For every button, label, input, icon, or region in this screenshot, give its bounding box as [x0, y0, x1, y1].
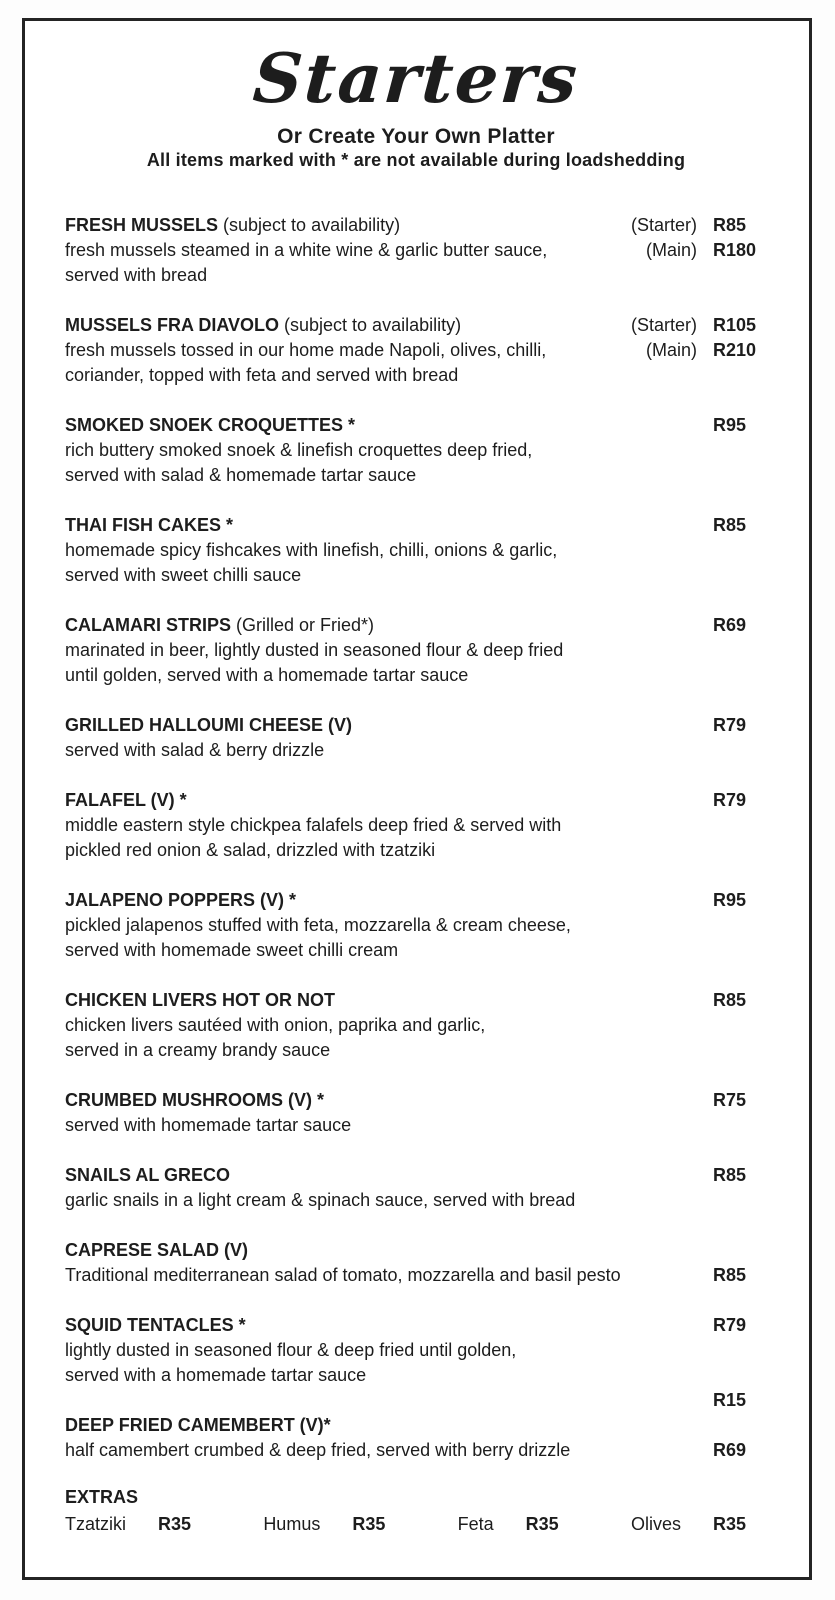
menu-item-row	[65, 1413, 767, 1438]
item-description-line: served with salad & homemade tartar sauce	[65, 465, 417, 485]
menu-item-row	[65, 1113, 767, 1138]
menu-title: Starters	[250, 39, 582, 119]
extra-price: R35	[712, 1514, 746, 1534]
item-name-line	[65, 313, 631, 338]
menu-item-row	[65, 1188, 767, 1213]
extras-heading: EXTRAS	[65, 1487, 139, 1507]
item-description-line: pickled red onion & salad, drizzled with tzatziki	[65, 840, 436, 860]
item-description-line: chicken livers sautéed with onion, paprika and garlic,	[65, 1015, 486, 1035]
item-description-line: served with salad & berry drizzle	[65, 740, 325, 760]
item-description-line: homemade spicy fishcakes with linefish, chilli, onions & garlic,	[65, 540, 558, 560]
menu-item	[65, 713, 767, 763]
item-name: DEEP FRIED CAMEMBERT (V)*	[65, 1415, 331, 1435]
portion-label: (Main)	[645, 240, 697, 260]
extras-pair	[631, 1512, 767, 1537]
extra-price: R35	[352, 1514, 386, 1534]
menu-item-row	[65, 563, 767, 588]
menu-item-row	[65, 1088, 767, 1113]
menu-item-row	[65, 338, 767, 363]
item-name: CRUMBED MUSHROOMS (V) *	[65, 1090, 324, 1110]
menu-item-row	[65, 1338, 767, 1363]
menu-item-row	[65, 638, 767, 663]
item-description-line: marinated in beer, lightly dusted in seasoned flour & deep fried	[65, 640, 564, 660]
menu-frame	[22, 18, 812, 1580]
item-description-line: served in a creamy brandy sauce	[65, 1040, 331, 1060]
menu-item-row	[65, 213, 767, 238]
item-name-line	[65, 613, 713, 638]
item-name: SQUID TENTACLES *	[65, 1315, 246, 1335]
item-name: MUSSELS FRA DIAVOLO	[65, 315, 280, 335]
menu-item-row	[65, 1263, 767, 1288]
menu-item-row	[65, 263, 767, 288]
item-description-line: served with a homemade tartar sauce	[65, 1365, 367, 1385]
menu-item	[65, 888, 767, 963]
item-description-line: served with bread	[65, 265, 208, 285]
menu-item	[65, 613, 767, 688]
item-price: R210	[713, 340, 757, 360]
extra-price: R35	[525, 1514, 559, 1534]
item-name-line	[65, 888, 713, 913]
extra-name: Humus	[263, 1514, 321, 1534]
menu-item-row	[65, 713, 767, 738]
item-description-line: half camembert crumbed & deep fried, served with berry drizzle	[65, 1440, 571, 1460]
menu-item-row	[65, 738, 767, 763]
item-description-line: served with homemade tartar sauce	[65, 1115, 352, 1135]
item-description-line: pickled jalapenos stuffed with feta, mozzarella & cream cheese,	[65, 915, 571, 935]
menu-item-row	[65, 988, 767, 1013]
item-name: JALAPENO POPPERS (V) *	[65, 890, 297, 910]
item-name: THAI FISH CAKES *	[65, 515, 234, 535]
menu-item-row	[65, 438, 767, 463]
item-description-line: lightly dusted in seasoned flour & deep fried until golden,	[65, 1340, 517, 1360]
item-name: CHICKEN LIVERS HOT OR NOT	[65, 990, 336, 1010]
extra-name: Tzatziki	[65, 1514, 127, 1534]
menu-item-row	[65, 1238, 767, 1263]
extra-name: Feta	[457, 1514, 494, 1534]
item-name-line	[65, 413, 713, 438]
item-name: FALAFEL (V) *	[65, 790, 187, 810]
item-name-line	[65, 1413, 767, 1438]
menu-item-row	[65, 663, 767, 688]
menu-item-row	[65, 1388, 767, 1413]
portion-label: (Starter)	[630, 315, 697, 335]
extras-pair	[458, 1512, 559, 1537]
menu-item-row	[65, 813, 767, 838]
item-name-note: (Grilled or Fried*)	[231, 615, 375, 635]
item-name-line	[65, 513, 713, 538]
menu-item-row	[65, 538, 767, 563]
menu-item	[65, 1313, 767, 1388]
menu-item-row	[65, 413, 767, 438]
item-name: SNAILS AL GRECO	[65, 1165, 231, 1185]
menu-item-row	[65, 613, 767, 638]
item-price: R180	[713, 240, 757, 260]
menu-item-row	[65, 1038, 767, 1063]
item-price: R85	[713, 990, 747, 1010]
menu-items	[65, 213, 767, 1463]
menu-item-row	[65, 1163, 767, 1188]
loadshedding-note: All items marked with * are not available during loadshedding	[146, 150, 686, 170]
item-name-line	[65, 1163, 713, 1188]
item-price: R79	[713, 715, 747, 735]
menu-item	[65, 213, 767, 288]
item-description-line: middle eastern style chickpea falafels deep fried & served with	[65, 815, 562, 835]
extra-name: Olives	[630, 1514, 681, 1534]
item-description-line: served with homemade sweet chilli cream	[65, 940, 399, 960]
item-price: R15	[713, 1390, 747, 1410]
menu-item-row	[65, 313, 767, 338]
item-price: R69	[713, 1440, 747, 1460]
portion-label: (Starter)	[630, 215, 697, 235]
menu-item	[65, 513, 767, 588]
menu-item-row	[65, 913, 767, 938]
menu-item-row	[65, 1363, 767, 1388]
menu-item-row	[65, 938, 767, 963]
item-description-line: rich buttery smoked snoek & linefish croquettes deep fried,	[65, 440, 533, 460]
item-name-note: (subject to availability)	[218, 215, 401, 235]
menu-item	[65, 988, 767, 1063]
item-name-line	[65, 1088, 713, 1113]
item-name: SMOKED SNOEK CROQUETTES *	[65, 415, 356, 435]
item-price: R75	[713, 1090, 747, 1110]
item-description-line: served with sweet chilli sauce	[65, 565, 302, 585]
menu-item-row	[65, 1013, 767, 1038]
menu-item-row	[65, 363, 767, 388]
item-description-line: coriander, topped with feta and served with bread	[65, 365, 459, 385]
menu-item	[65, 1163, 767, 1213]
item-name-line	[65, 788, 713, 813]
menu-item-row	[65, 838, 767, 863]
extra-price: R35	[158, 1514, 192, 1534]
item-name: FRESH MUSSELS	[65, 215, 219, 235]
menu-item-row	[65, 513, 767, 538]
item-price: R85	[713, 215, 747, 235]
menu-item-row	[65, 1438, 767, 1463]
menu-item	[65, 1388, 767, 1463]
item-price: R79	[713, 790, 747, 810]
menu-item	[65, 788, 767, 863]
item-price: R85	[713, 1165, 747, 1185]
menu-subtitle: Or Create Your Own Platter	[277, 125, 555, 148]
item-price: R85	[713, 1265, 747, 1285]
item-description-line: fresh mussels tossed in our home made Napoli, olives, chilli,	[65, 340, 547, 360]
menu-item	[65, 1238, 767, 1288]
item-price: R95	[713, 890, 747, 910]
item-price: R85	[713, 515, 747, 535]
menu-item	[65, 1088, 767, 1138]
item-name-line	[65, 1313, 713, 1338]
menu-item-row	[65, 238, 767, 263]
item-name-line	[65, 988, 713, 1013]
item-price: R105	[713, 315, 757, 335]
item-name: CAPRESE SALAD (V)	[65, 1240, 249, 1260]
item-price: R69	[713, 615, 747, 635]
portion-label: (Main)	[645, 340, 697, 360]
menu-item-row	[65, 463, 767, 488]
item-name-line	[65, 213, 631, 238]
menu-item	[65, 313, 767, 388]
menu-item-row	[65, 1313, 767, 1338]
item-name: GRILLED HALLOUMI CHEESE (V)	[65, 715, 352, 735]
menu-item	[65, 413, 767, 488]
item-description-line: fresh mussels steamed in a white wine & garlic butter sauce,	[65, 240, 548, 260]
extras-pair	[65, 1512, 191, 1537]
menu-item-row	[65, 888, 767, 913]
item-description-line: garlic snails in a light cream & spinach sauce, served with bread	[65, 1190, 576, 1210]
item-description-line: until golden, served with a homemade tartar sauce	[65, 665, 469, 685]
item-price: R95	[713, 415, 747, 435]
extras-row	[65, 1512, 767, 1537]
extras-section	[65, 1485, 767, 1537]
item-name-line	[65, 1238, 767, 1263]
item-description-line: Traditional mediterranean salad of tomato, mozzarella and basil pesto	[65, 1265, 621, 1285]
item-price: R79	[713, 1315, 747, 1335]
menu-item-row	[65, 788, 767, 813]
item-name: CALAMARI STRIPS	[65, 615, 231, 635]
item-name-line	[65, 713, 713, 738]
item-name-note: (subject to availability)	[279, 315, 462, 335]
extras-pair	[263, 1512, 385, 1537]
